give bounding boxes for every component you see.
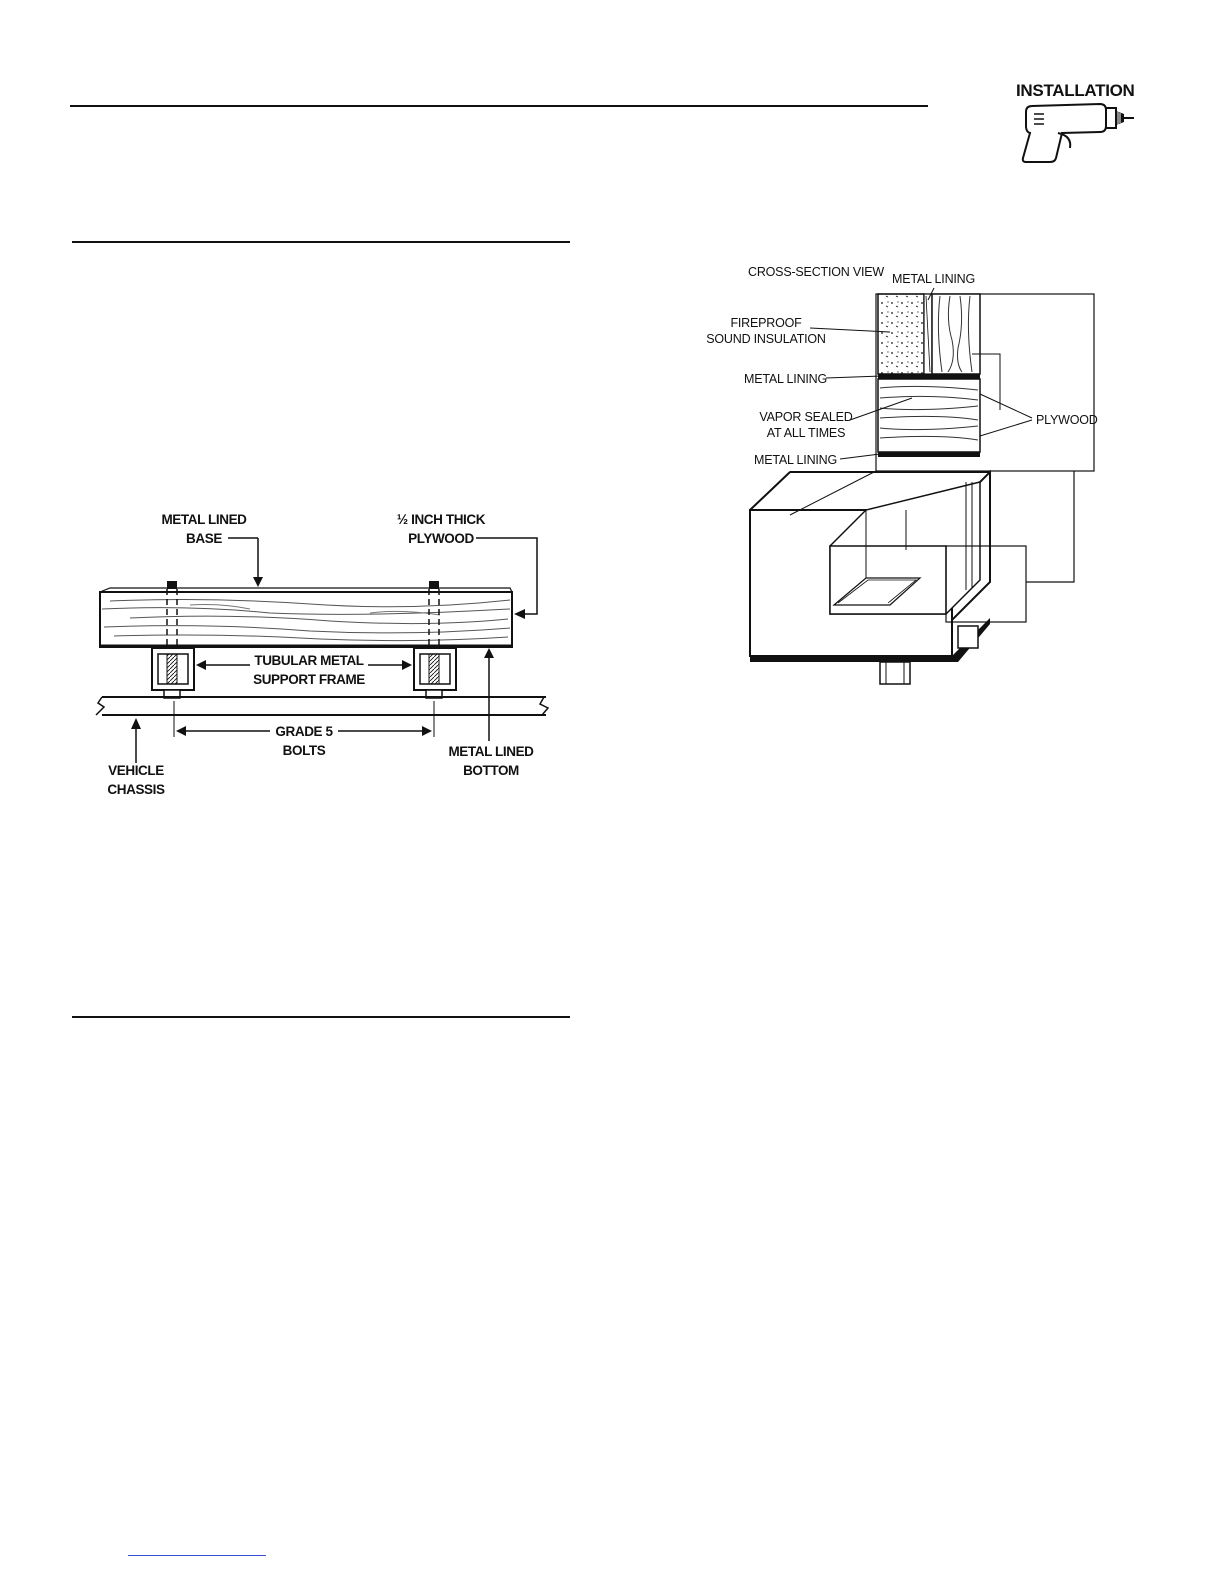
label-vehicle-chassis-2: CHASSIS — [107, 782, 165, 797]
label-metal-lined-bottom-1: METAL LINED — [448, 744, 534, 759]
label-plywood-2: PLYWOOD — [408, 531, 474, 546]
header-rule — [70, 105, 928, 107]
label-metal-lining-top: METAL LINING — [892, 272, 976, 286]
base-mounting-diagram — [70, 505, 590, 815]
label-support-frame-1: TUBULAR METAL — [254, 653, 364, 668]
vehicle-chassis — [96, 697, 548, 715]
section-rule-bottom — [72, 1016, 570, 1018]
callout-metal-lined-base — [161, 512, 263, 587]
label-insulation-2: SOUND INSULATION — [706, 332, 826, 346]
callout-vehicle-chassis — [107, 718, 165, 797]
label-insulation-1: FIREPROOF — [730, 316, 802, 330]
label-metal-lined-base-2: BASE — [186, 531, 222, 546]
plywood-vertical — [932, 294, 980, 374]
enclosure-box — [750, 472, 990, 684]
section-rule-top — [72, 241, 570, 243]
label-metal-lining-bottom: METAL LINING — [754, 453, 838, 467]
badge-title: INSTALLATION — [1016, 81, 1135, 100]
drill-icon — [1000, 78, 1150, 170]
plywood-horizontal — [878, 379, 980, 452]
label-cross-section-view: CROSS-SECTION VIEW — [748, 265, 884, 279]
label-vapor-sealed-1: VAPOR SEALED — [759, 410, 853, 424]
callout-bolts — [174, 701, 434, 758]
label-plywood: PLYWOOD — [1036, 413, 1098, 427]
label-vehicle-chassis-1: VEHICLE — [108, 763, 164, 778]
callout-support-frame — [196, 653, 412, 687]
label-support-frame-2: SUPPORT FRAME — [253, 672, 365, 687]
enclosure-cross-section-diagram — [690, 260, 1110, 700]
label-metal-lined-base-1: METAL LINED — [161, 512, 247, 527]
label-metal-lining-mid: METAL LINING — [744, 372, 828, 386]
label-vapor-sealed-2: AT ALL TIMES — [766, 426, 846, 440]
callout-metal-lined-bottom — [448, 648, 534, 778]
label-metal-lined-bottom-2: BOTTOM — [463, 763, 519, 778]
footer-link[interactable] — [128, 1555, 266, 1556]
installation-badge — [1000, 78, 1150, 170]
label-bolts-2: BOLTS — [282, 743, 326, 758]
metal-lining-bottom — [878, 452, 980, 457]
insulation-layer — [878, 294, 924, 374]
support-tube-right — [414, 648, 456, 698]
plywood-base — [100, 588, 512, 647]
label-bolts-1: GRADE 5 — [275, 724, 333, 739]
label-plywood-1: ½ INCH THICK — [396, 512, 486, 527]
support-tube-left — [152, 648, 194, 698]
